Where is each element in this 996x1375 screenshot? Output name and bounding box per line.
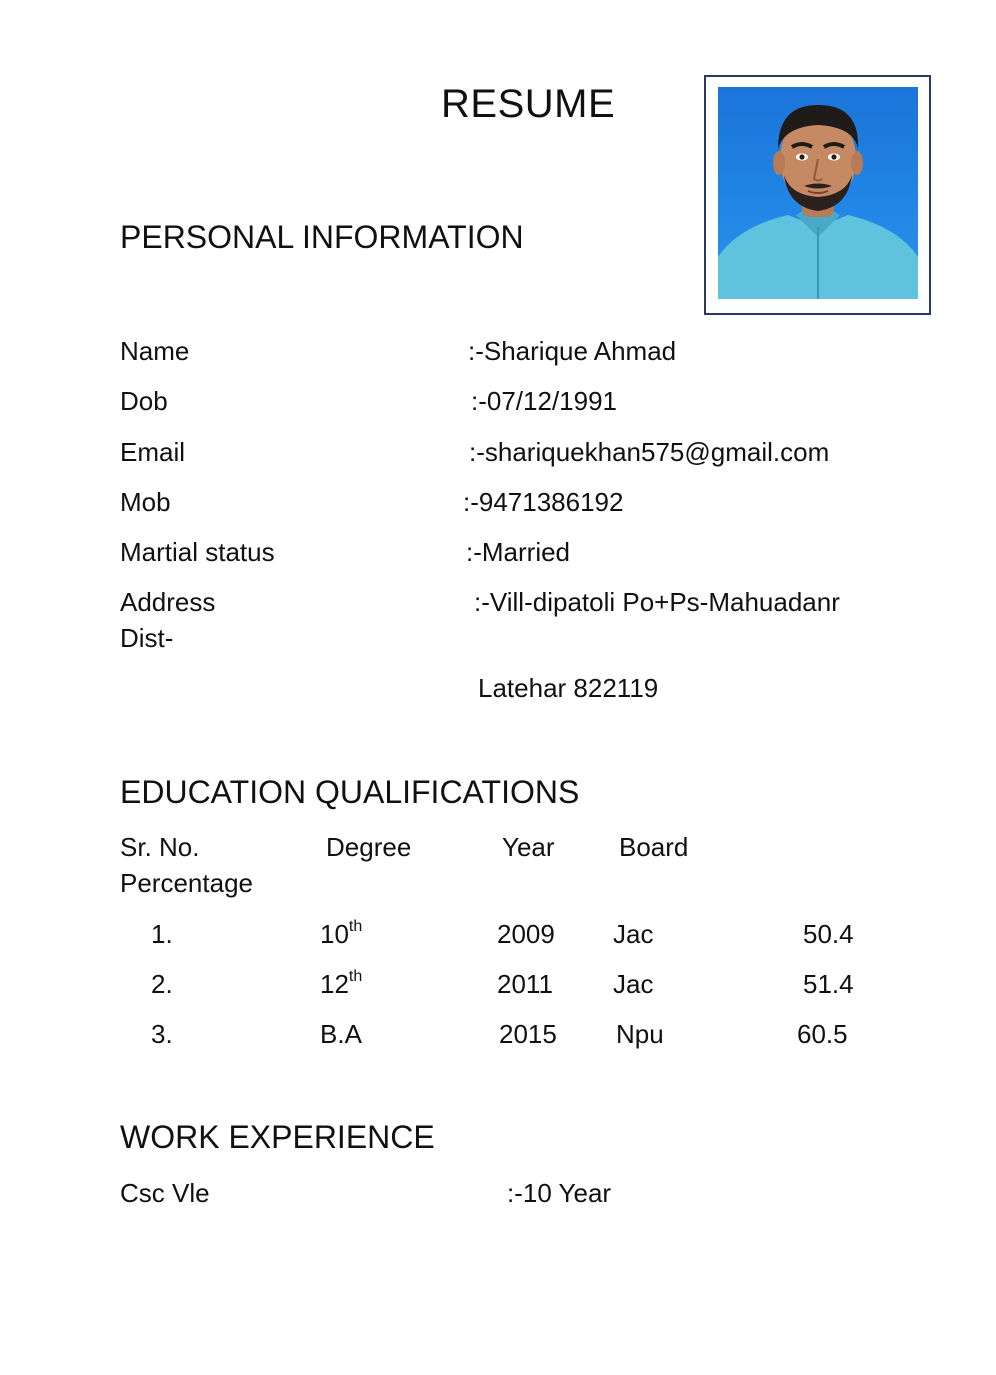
dob-label: Dob xyxy=(120,386,168,416)
resume-title: RESUME xyxy=(441,82,616,126)
edu-row-2-srno: 2. xyxy=(151,969,173,999)
profile-photo xyxy=(704,75,931,315)
edu-row-3-degree: B.A xyxy=(320,1019,362,1049)
address-line-1: :-Vill-dipatoli Po+Ps-Mahuadanr xyxy=(474,587,840,617)
edu-row-1-degree: 10th xyxy=(320,918,363,949)
name-label: Name xyxy=(120,336,190,366)
edu-row-1-percentage: 50.4 xyxy=(803,919,854,949)
person-portrait-icon xyxy=(718,87,918,299)
edu-header-percentage: Percentage xyxy=(120,868,253,898)
work-experience-heading: WORK EXPERIENCE xyxy=(120,1119,435,1155)
edu-row-3-year: 2015 xyxy=(499,1019,557,1049)
marital-status-value: :-Married xyxy=(466,537,571,567)
edu-header-board: Board xyxy=(619,832,689,862)
edu-header-degree: Degree xyxy=(326,832,412,862)
work-duration: :-10 Year xyxy=(507,1178,612,1208)
edu-row-3-srno: 3. xyxy=(151,1019,173,1049)
edu-row-1-board: Jac xyxy=(613,919,654,949)
education-heading: EDUCATION QUALIFICATIONS xyxy=(120,774,580,810)
edu-row-2-degree: 12th xyxy=(320,968,363,999)
edu-row-1-srno: 1. xyxy=(151,919,173,949)
personal-info-heading: PERSONAL INFORMATION xyxy=(120,219,524,255)
name-value: :-Sharique Ahmad xyxy=(468,336,677,366)
address-line-2: Latehar 822119 xyxy=(478,673,659,703)
profile-photo-image xyxy=(718,87,918,299)
mob-label: Mob xyxy=(120,487,171,517)
edu-header-srno: Sr. No. xyxy=(120,832,200,862)
edu-row-2-year: 2011 xyxy=(497,969,553,999)
edu-header-year: Year xyxy=(502,832,555,862)
edu-row-1-year: 2009 xyxy=(497,919,555,949)
marital-status-label: Martial status xyxy=(120,537,275,567)
dob-value: :-07/12/1991 xyxy=(471,386,618,416)
email-value: :-shariquekhan575@gmail.com xyxy=(469,437,830,467)
address-label: Address xyxy=(120,587,216,617)
edu-row-2-percentage: 51.4 xyxy=(803,969,854,999)
address-label-continued: Dist- xyxy=(120,623,174,653)
edu-row-3-board: Npu xyxy=(616,1019,664,1049)
email-label: Email xyxy=(120,437,186,467)
mob-value: :-9471386192 xyxy=(463,487,624,517)
edu-row-2-board: Jac xyxy=(613,969,654,999)
edu-row-3-percentage: 60.5 xyxy=(797,1019,848,1049)
work-role: Csc Vle xyxy=(120,1178,210,1208)
